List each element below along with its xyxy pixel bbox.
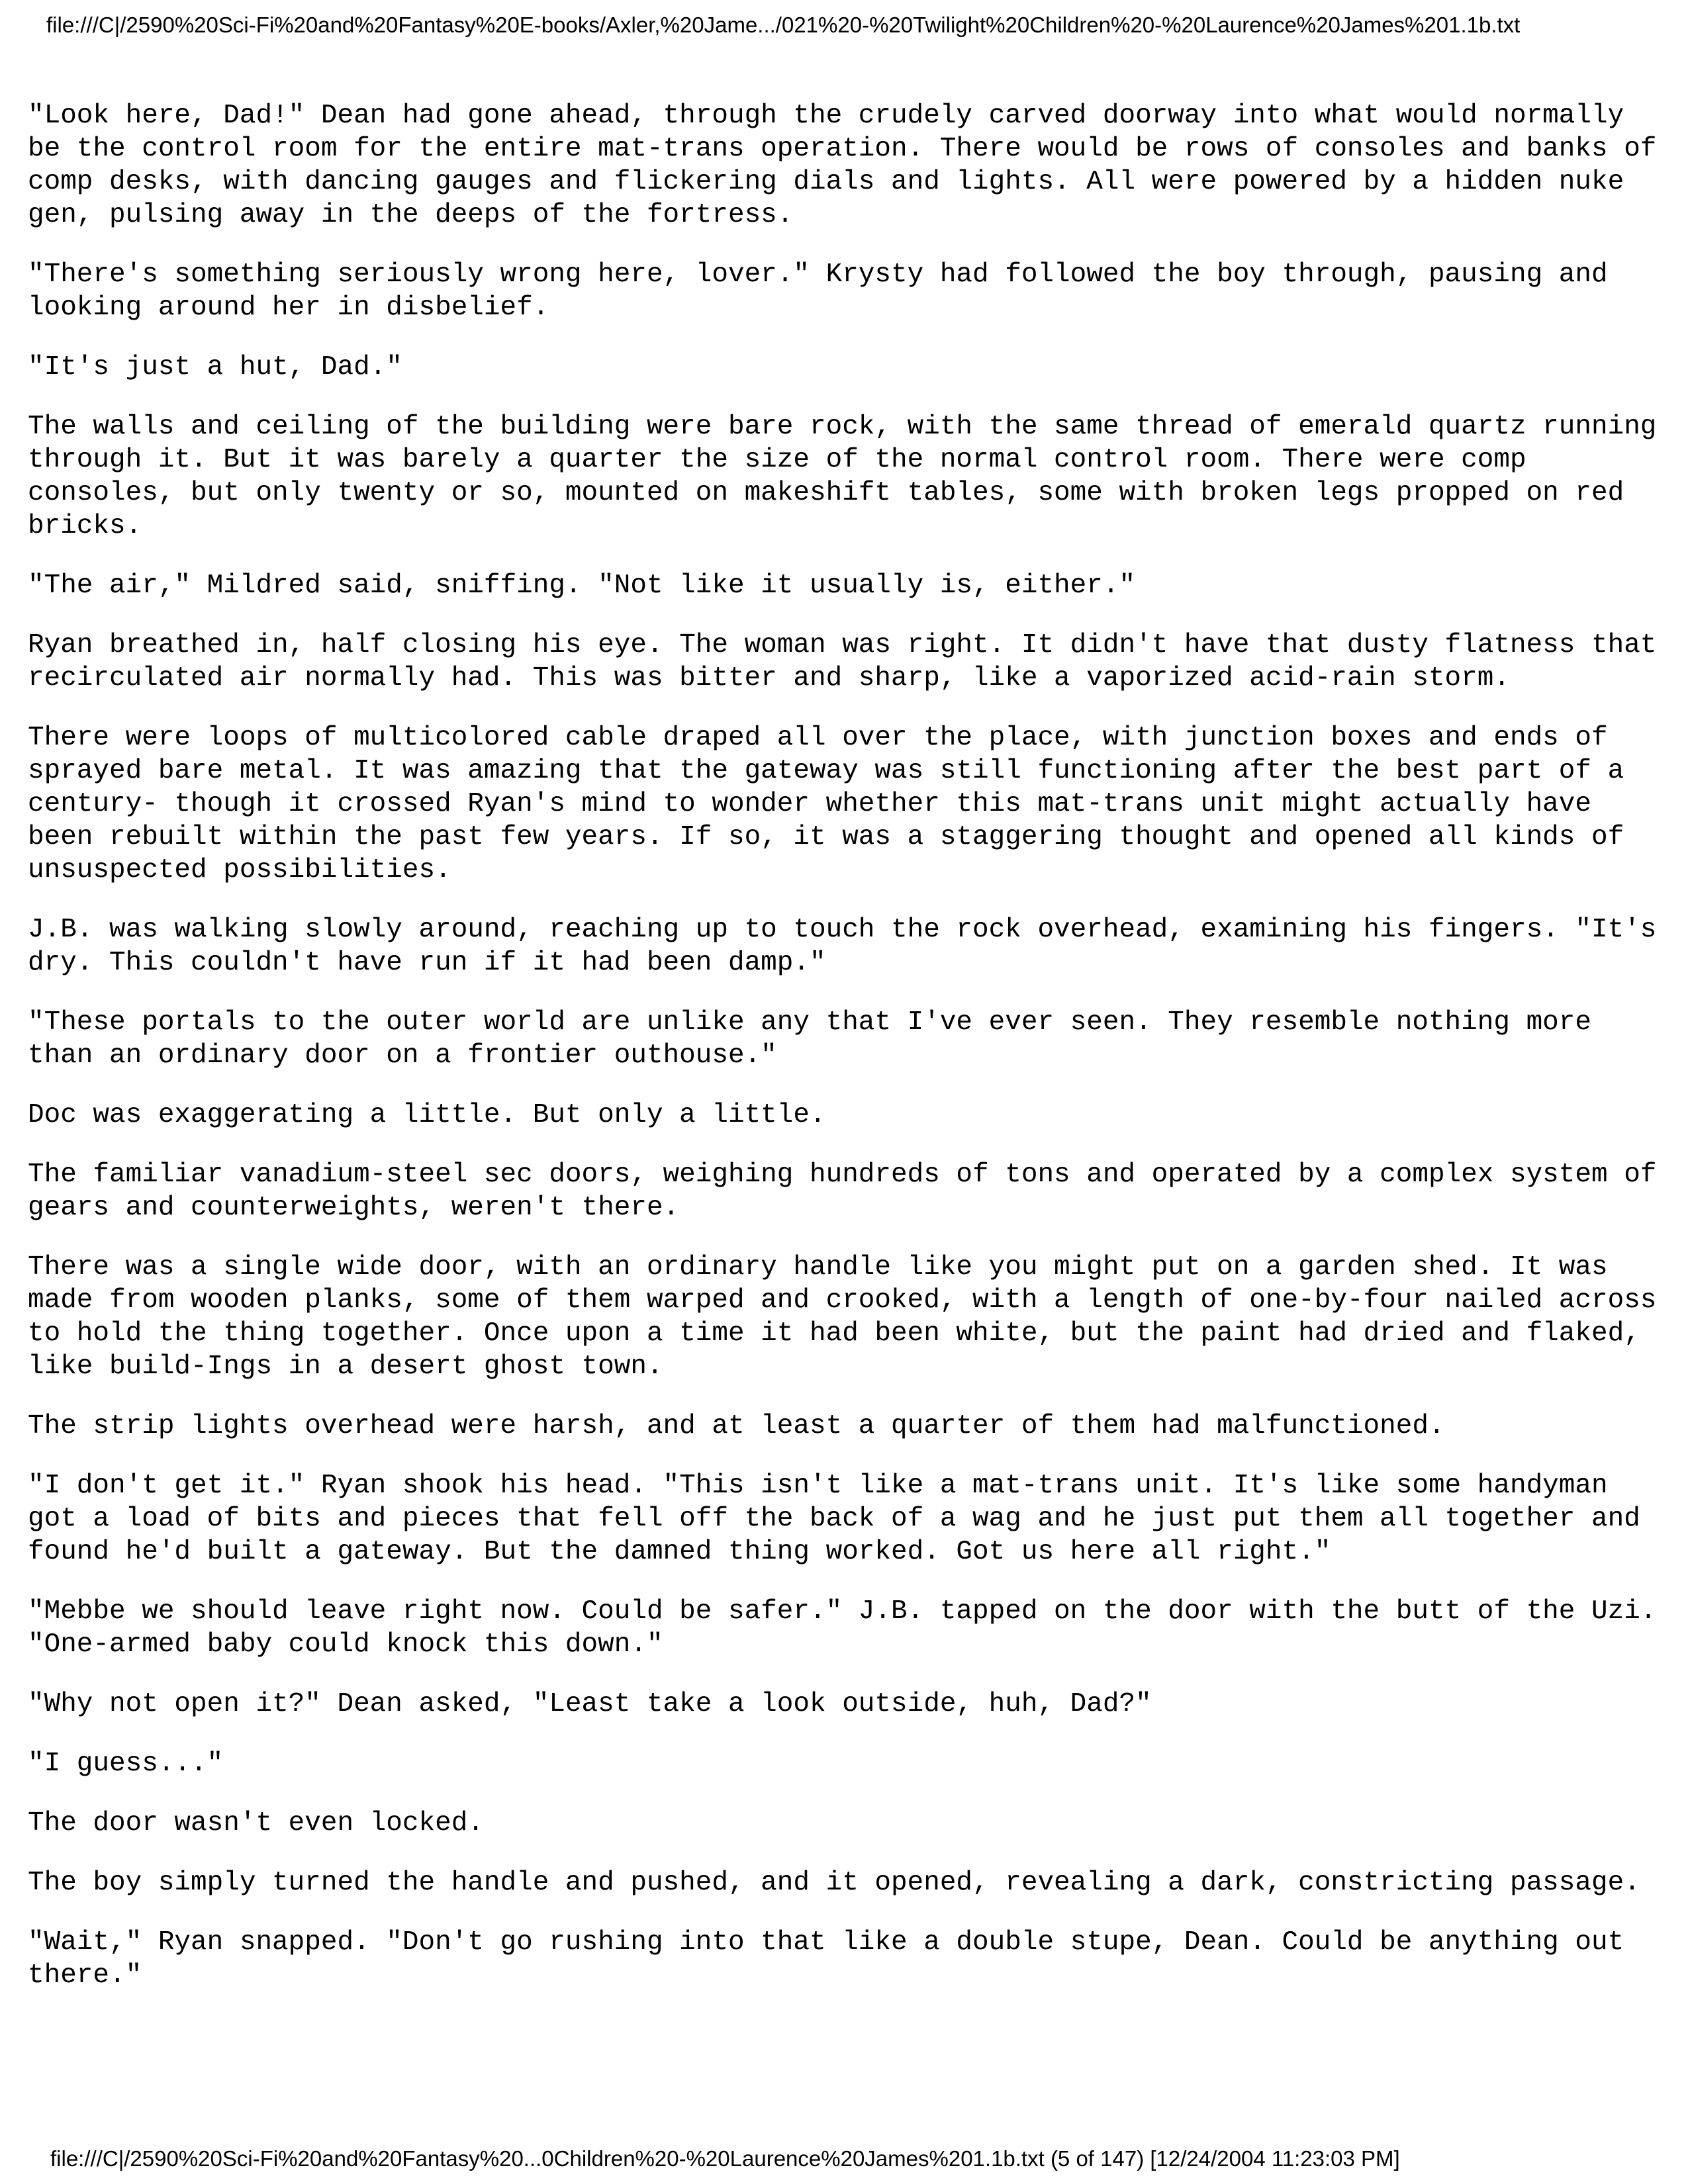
paragraph: "Wait," Ryan snapped. "Don't go rushing into that like a double stupe, Dean. Could be anything out there."	[28, 1927, 1624, 1991]
page-footer-path: file:///C|/2590%20Sci-Fi%20and%20Fantasy%20...0Children%20-%20Laurence%20James%201.1b.txt (5 of 147) [12/24/2004 11:23:03 PM]	[50, 2146, 1400, 2171]
paragraph: "It's just a hut, Dad."	[28, 352, 402, 383]
paragraph: "These portals to the outer world are unlike any that I've ever seen. They resemble nothing more than an ordinary door on a frontier outhouse."	[28, 1007, 1591, 1071]
paragraph: "Look here, Dad!" Dean had gone ahead, through the crudely carved doorway into what would normally be the control room for the entire mat-trans operation. There would be rows of consoles and banks of comp desks, with dancing gauges and flickering dials and lights. All were powered by a hidden nuke gen, pulsing away in the deeps of the fortress.	[28, 101, 1657, 230]
paragraph: There were loops of multicolored cable draped all over the place, with junction boxes and ends of sprayed bare metal. It was amazing that the gateway was still functioning after the best part of a century- though it crossed Ryan's mind to wonder whether this mat-trans unit might actually have been rebuilt within the past few years. If so, it was a staggering thought and opened all kinds of unsuspected possibilities.	[28, 723, 1624, 886]
page-header-path: file:///C|/2590%20Sci-Fi%20and%20Fantasy%20E-books/Axler,%20Jame.../021%20-%20Twilight%20Children%20-%20Laurence%20James%201.1b.txt	[46, 13, 1521, 37]
paragraph: "I don't get it." Ryan shook his head. "This isn't like a mat-trans unit. It's like some handyman got a load of bits and pieces that fell off the back of a wag and he just put them all together and found he'd built a gateway. But the damned thing worked. Got us here all right."	[28, 1471, 1640, 1567]
paragraph: "Why not open it?" Dean asked, "Least take a look outside, huh, Dad?"	[28, 1689, 1152, 1719]
paragraph: "Mebbe we should leave right now. Could be safer." J.B. tapped on the door with the butt of the Uzi. "One-armed baby could knock this down."	[28, 1596, 1657, 1660]
paragraph: Doc was exaggerating a little. But only a little.	[28, 1100, 826, 1130]
paragraph: There was a single wide door, with an ordinary handle like you might put on a garden shed. It was made from wooden planks, some of them warped and crooked, with a length of one-by-four nailed across to hold the thing together. Once upon a time it had been white, but the paint had dried and flaked, like build-Ings in a desert ghost town.	[28, 1252, 1657, 1382]
paragraph: The familiar vanadium-steel sec doors, weighing hundreds of tons and operated by a complex system of gears and counterweights, weren't there.	[28, 1160, 1657, 1223]
paragraph: J.B. was walking slowly around, reaching up to touch the rock overhead, examining his fingers. "It's dry. This couldn't have run if it had been damp."	[28, 915, 1657, 978]
paragraph: The strip lights overhead were harsh, and at least a quarter of them had malfunctioned.	[28, 1411, 1445, 1441]
paragraph: Ryan breathed in, half closing his eye. The woman was right. It didn't have that dusty flatness that recirculated air normally had. This was bitter and sharp, like a vaporized acid-rain storm.	[28, 630, 1657, 694]
paragraph: The walls and ceiling of the building were bare rock, with the same thread of emerald quartz running through it. But it was barely a quarter the size of the normal control room. There were comp consoles, but only twenty or so, mounted on makeshift tables, some with broken legs propped on red bricks.	[28, 412, 1657, 541]
document-body	[28, 99, 1669, 2019]
paragraph: "The air," Mildred said, sniffing. "Not like it usually is, either."	[28, 570, 1136, 601]
paragraph: The boy simply turned the handle and pushed, and it opened, revealing a dark, constricting passage.	[28, 1868, 1640, 1898]
paragraph: "There's something seriously wrong here, lover." Krysty had followed the boy through, pausing and looking around her in disbelief.	[28, 259, 1608, 323]
paragraph: "I guess..."	[28, 1749, 224, 1779]
paragraph: The door wasn't even locked.	[28, 1808, 484, 1839]
